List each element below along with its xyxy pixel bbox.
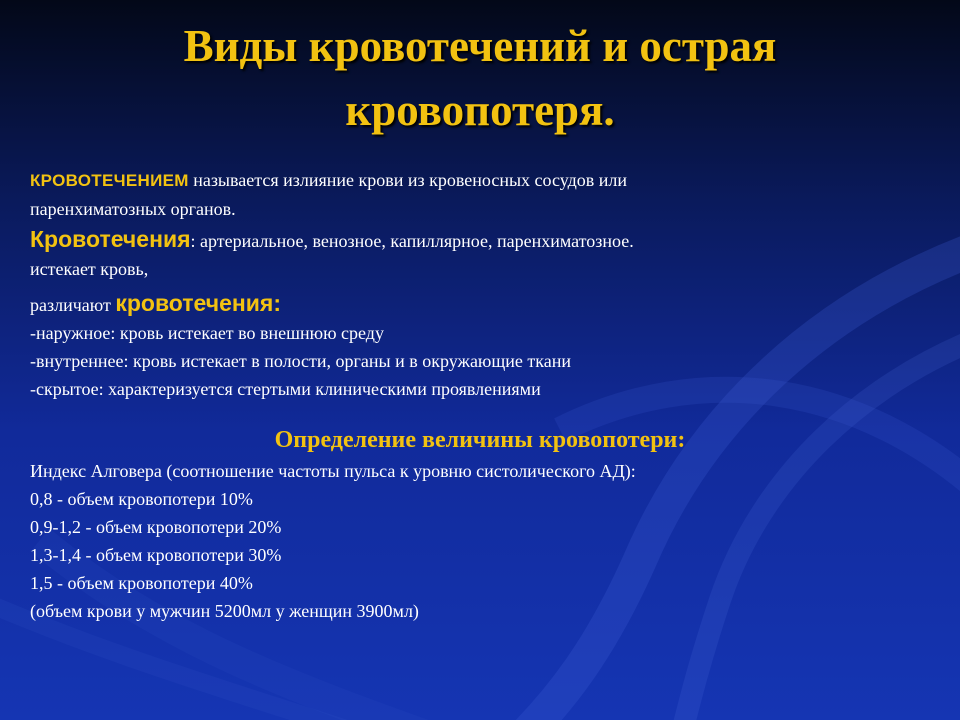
- distinguish-term: кровотечения:: [115, 290, 282, 316]
- list-item: (объем крови у мужчин 5200мл у женщин 3900мл): [30, 601, 419, 621]
- types-term: Кровотечения: [30, 226, 191, 252]
- title-line-1: Виды кровотечений и острая: [183, 21, 777, 71]
- list-item: 1,3-1,4 - объем кровопотери 30%: [30, 545, 282, 565]
- list-item: 0,9-1,2 - объем кровопотери 20%: [30, 517, 282, 537]
- slide-title: [80, 14, 880, 142]
- list-item: 0,8 - объем кровопотери 10%: [30, 489, 253, 509]
- list-item: -скрытое: характеризуется стертыми клиническими проявлениями: [30, 379, 541, 399]
- types-line: [30, 225, 930, 255]
- list-item: -наружное: кровь истекает во внешнюю среду: [30, 323, 384, 343]
- definition-text: называется излияние крови из кровеносных сосудов или: [188, 170, 628, 190]
- types-text: : артериальное, венозное, капиллярное, паренхиматозное.: [190, 231, 634, 251]
- definition-term: КРОВОТЕЧЕНИЕМ: [30, 171, 189, 190]
- types-line-2: истекает кровь,: [30, 259, 149, 279]
- algover-index-intro: Индекс Алговера (соотношение частоты пульса к уровню систолического АД):: [30, 461, 636, 481]
- distinguish-prefix: различают: [30, 295, 116, 315]
- list-item: 1,5 - объем кровопотери 40%: [30, 573, 253, 593]
- slide-body: [30, 166, 930, 625]
- definition-line-1: [30, 166, 930, 195]
- definition-line-2: паренхиматозных органов.: [30, 199, 236, 219]
- list-item: -внутреннее: кровь истекает в полости, органы и в окружающие ткани: [30, 351, 571, 371]
- title-line-2: кровопотеря.: [345, 85, 615, 135]
- distinguish-line: [30, 289, 930, 319]
- blood-loss-heading: Определение величины кровопотери:: [274, 427, 686, 453]
